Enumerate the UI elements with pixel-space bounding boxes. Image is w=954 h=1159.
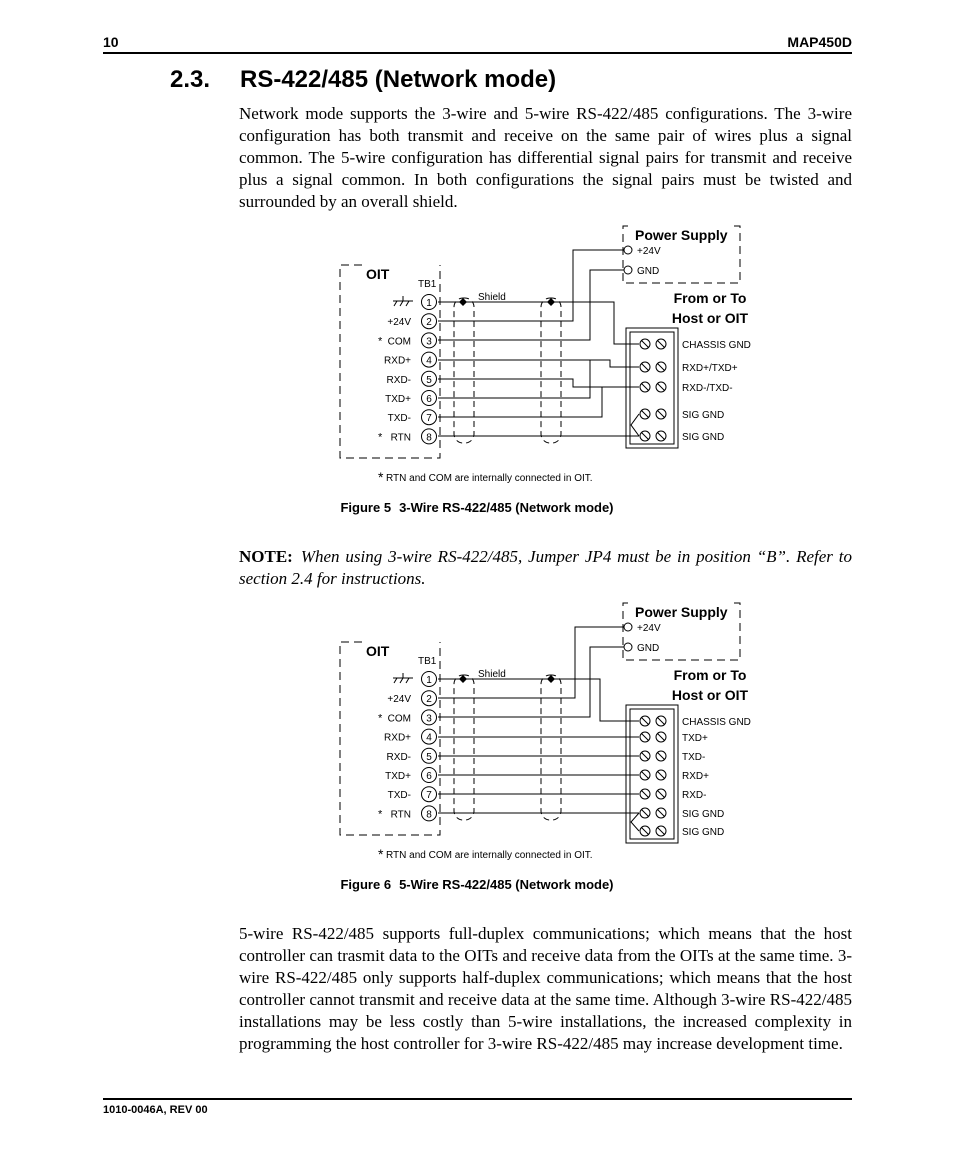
shield-label: Shield bbox=[478, 292, 506, 303]
tb1-pin-label: TXD- bbox=[387, 413, 411, 425]
shield-loop-right bbox=[541, 675, 561, 820]
shield-node-right bbox=[547, 675, 555, 683]
tb1-pin-label: TXD+ bbox=[385, 771, 411, 782]
wire-shield bbox=[438, 679, 639, 721]
ps-gnd-label: GND bbox=[637, 643, 660, 654]
footnote-star: * bbox=[378, 469, 384, 485]
figure-6-wiring-diagram bbox=[0, 597, 954, 867]
tb1-pin-number: 7 bbox=[426, 413, 432, 425]
oit-label: OIT bbox=[366, 266, 390, 282]
ps-gnd-terminal bbox=[624, 643, 632, 651]
section-heading bbox=[170, 66, 556, 94]
tb1-pin-number: 8 bbox=[426, 809, 432, 821]
wire-rxd-plus bbox=[438, 360, 639, 367]
tb1-pin-label: RXD- bbox=[386, 751, 411, 763]
terminal-group bbox=[640, 716, 751, 838]
footnote-text: RTN and COM are internally connected in OIT. bbox=[386, 850, 593, 861]
tb1-pin-number: 8 bbox=[426, 432, 432, 444]
oit-label: OIT bbox=[366, 643, 390, 659]
shield-node-right bbox=[547, 298, 555, 306]
footer-doc-number: 1010-0046A, REV 00 bbox=[103, 1104, 208, 1116]
terminal-block bbox=[626, 328, 678, 448]
tb1-pin-number: 2 bbox=[426, 317, 432, 329]
shield-label: Shield bbox=[478, 669, 506, 680]
ps-gnd-label: GND bbox=[637, 266, 660, 277]
wire-gnd bbox=[438, 270, 628, 340]
intro-paragraph: Network mode supports the 3-wire and 5-wire RS-422/485 configurations. The 3-wire configuration has both transmit and receive on the same pair of wires plus a signal common. The 5-wire configuration has differential signal pairs for transmit and receive plus a signal common. In both configurations the signal pairs must be twisted and surrounded by an overall shield. bbox=[239, 104, 852, 211]
pin-group bbox=[378, 672, 437, 821]
tb1-pin-label: RTN bbox=[390, 432, 411, 444]
terminal-label: CHASSIS GND bbox=[682, 340, 751, 351]
figure-5-title: 3-Wire RS-422/485 (Network mode) bbox=[399, 500, 614, 515]
figure-5-wiring-diagram bbox=[0, 220, 954, 490]
tb1-pin-number: 1 bbox=[426, 675, 432, 686]
tb1-pin-label: +24V bbox=[387, 694, 411, 706]
header-rule bbox=[103, 52, 852, 54]
terminal-block-inner bbox=[630, 709, 674, 839]
shield-loop-left bbox=[454, 298, 474, 443]
figure-6-number: Figure 6 bbox=[340, 877, 392, 892]
footnote-text: RTN and COM are internally connected in OIT. bbox=[386, 473, 593, 484]
footer-rule bbox=[103, 1098, 852, 1100]
terminal-label: TXD- bbox=[682, 752, 706, 763]
tb1-pin-label: RXD+ bbox=[384, 732, 411, 744]
figure-6-title: 5-Wire RS-422/485 (Network mode) bbox=[399, 877, 614, 892]
tb1-pin-number: 5 bbox=[426, 374, 432, 386]
figure-5-number: Figure 5 bbox=[340, 500, 392, 515]
figure-6-wires bbox=[438, 627, 639, 831]
tb1-pin-number: 3 bbox=[426, 713, 432, 725]
note-paragraph bbox=[239, 546, 852, 590]
wire-txd-minus bbox=[438, 387, 612, 417]
figure-5-caption bbox=[0, 500, 954, 515]
terminal-block bbox=[626, 705, 678, 843]
ps-24v-label: +24V bbox=[637, 246, 661, 257]
note-label: NOTE: bbox=[239, 547, 293, 566]
shield-node-left bbox=[459, 675, 467, 683]
tb1-pin-number: 2 bbox=[426, 694, 432, 706]
terminal-label: CHASSIS GND bbox=[682, 717, 751, 728]
tb1-pin-label: RTN bbox=[390, 809, 411, 821]
terminal-label: RXD+/TXD+ bbox=[682, 363, 738, 374]
wire-rxd-minus bbox=[438, 379, 639, 387]
tb1-label: TB1 bbox=[418, 656, 437, 667]
power-supply-label: Power Supply bbox=[635, 227, 728, 243]
shield-loop-left bbox=[454, 675, 474, 820]
tb1-pin-label: COM bbox=[387, 336, 411, 348]
page-number: 10 bbox=[103, 34, 119, 50]
terminal-label: RXD-/TXD- bbox=[682, 383, 733, 394]
terminal-block-inner bbox=[630, 332, 674, 444]
tb1-pin-label: COM bbox=[387, 713, 411, 725]
tb1-pin-label: TXD- bbox=[387, 790, 411, 802]
shield-node-left bbox=[459, 298, 467, 306]
ps-24v-label: +24V bbox=[637, 623, 661, 634]
section-title: RS-422/485 (Network mode) bbox=[240, 66, 557, 93]
ps-gnd-terminal bbox=[624, 266, 632, 274]
tb1-pin-number: 3 bbox=[426, 336, 432, 348]
tb1-pin-label: RXD+ bbox=[384, 355, 411, 367]
tb1-pin-star: * bbox=[378, 712, 383, 725]
tb1-pin-star: * bbox=[378, 431, 383, 444]
tb1-pin-label: +24V bbox=[387, 317, 411, 329]
ps-24v-terminal bbox=[624, 246, 632, 254]
chassis-ground-icon bbox=[393, 673, 413, 683]
terminal-label: RXD+ bbox=[682, 771, 709, 782]
tb1-pin-label: RXD- bbox=[386, 374, 411, 386]
tb1-pin-number: 7 bbox=[426, 790, 432, 802]
host-or-oit-label: Host or OIT bbox=[671, 310, 749, 326]
sig-gnd-jumper bbox=[631, 813, 639, 831]
tb1-pin-number: 5 bbox=[426, 751, 432, 763]
wire-24v bbox=[438, 250, 628, 321]
tb1-pin-number: 4 bbox=[426, 355, 432, 367]
tb1-pin-star: * bbox=[378, 808, 383, 821]
note-text: When using 3-wire RS-422/485, Jumper JP4 must be in position “B”. Refer to section 2.4 for instructions. bbox=[239, 547, 852, 588]
sig-gnd-jumper bbox=[631, 414, 639, 436]
tb1-pin-number: 6 bbox=[426, 394, 432, 405]
tb1-pin-number: 1 bbox=[426, 298, 432, 309]
pin-group bbox=[378, 295, 437, 444]
terminal-label: SIG GND bbox=[682, 410, 725, 421]
document-title: MAP450D bbox=[787, 34, 852, 50]
shield-loop-right bbox=[541, 298, 561, 443]
wire-shield bbox=[438, 302, 639, 344]
tb1-pin-label: TXD+ bbox=[385, 394, 411, 405]
figure-5-wires bbox=[438, 250, 639, 436]
tb1-label: TB1 bbox=[418, 279, 437, 290]
chassis-ground-icon bbox=[393, 296, 413, 306]
ps-24v-terminal bbox=[624, 623, 632, 631]
terminal-group bbox=[640, 339, 751, 443]
terminal-label: TXD+ bbox=[682, 733, 708, 744]
host-or-oit-label: Host or OIT bbox=[671, 687, 749, 703]
terminal-label: RXD- bbox=[682, 790, 707, 801]
tb1-pin-star: * bbox=[378, 335, 383, 348]
figure-6-caption bbox=[0, 877, 954, 892]
footnote-star: * bbox=[378, 846, 384, 862]
terminal-label: SIG GND bbox=[682, 827, 725, 838]
tb1-pin-number: 4 bbox=[426, 732, 432, 744]
from-or-to-label: From or To bbox=[673, 290, 747, 306]
section-number: 2.3. bbox=[170, 66, 211, 93]
terminal-label: SIG GND bbox=[682, 809, 725, 820]
closing-paragraph: 5-wire RS-422/485 supports full-duplex communications; which means that the host controller can trasmit data to the OITs and receive data from the OITs at the same time. 3-wire RS-422/485 only supports half-duplex communications; which means that the host controller cannot transmit and receive data at the same time. Although 3-wire RS-422/485 installations may be less costly than 5-wire installations, the increased complexity in programming the host controller for 3-wire RS-422/485 may increase development time. bbox=[239, 924, 852, 1053]
power-supply-label: Power Supply bbox=[635, 604, 728, 620]
tb1-pin-number: 6 bbox=[426, 771, 432, 782]
terminal-label: SIG GND bbox=[682, 432, 725, 443]
from-or-to-label: From or To bbox=[673, 667, 747, 683]
